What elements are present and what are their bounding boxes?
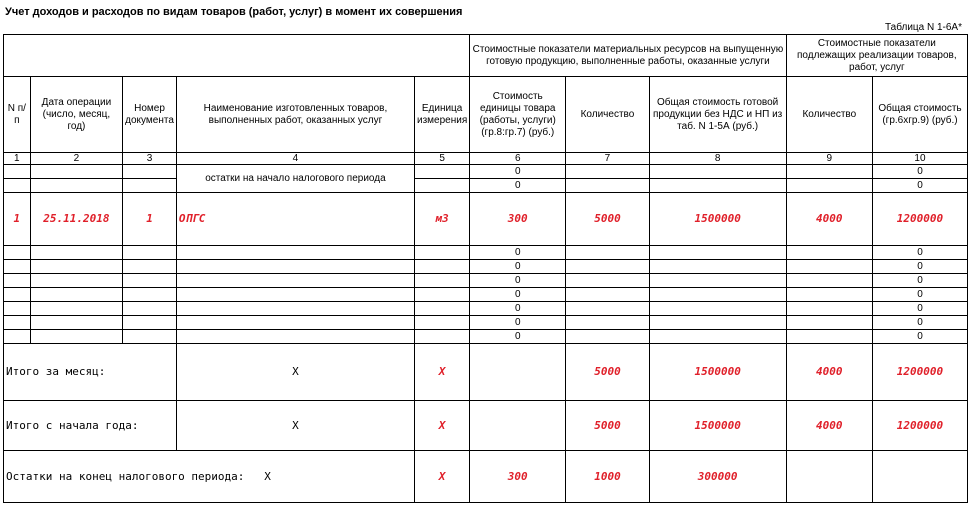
closing-total: 300000 bbox=[649, 451, 786, 503]
cell-value: 0 bbox=[470, 274, 566, 288]
cell-value: 0 bbox=[470, 179, 566, 193]
col-header-6: Стоимость единицы товара (работы, услуги) (гр.8:гр.7) (руб.) bbox=[470, 77, 566, 153]
col-header-10: Общая стоимость (гр.6хгр.9) (руб.) bbox=[872, 77, 967, 153]
year-total-total: 1500000 bbox=[649, 401, 786, 451]
closing-unit-price: 300 bbox=[470, 451, 566, 503]
col-number: 10 bbox=[872, 153, 967, 165]
cell-value: 0 bbox=[872, 274, 967, 288]
col-number: 9 bbox=[786, 153, 872, 165]
entry-sale-quantity: 4000 bbox=[786, 193, 872, 246]
cell-value: 0 bbox=[872, 260, 967, 274]
closing-label-text: Остатки на конец налогового периода: bbox=[6, 469, 245, 483]
entry-number: 1 bbox=[4, 193, 31, 246]
cell-value: 0 bbox=[872, 330, 967, 344]
cell-value: 0 bbox=[470, 288, 566, 302]
month-total-label: Итого за месяц: bbox=[4, 344, 177, 401]
table-row bbox=[4, 179, 968, 193]
year-total-label: Итого с начала года: bbox=[4, 401, 177, 451]
cell-value: 0 bbox=[470, 260, 566, 274]
month-total-sale-quantity: 4000 bbox=[786, 344, 872, 401]
entry-row bbox=[4, 193, 968, 246]
cell-value: 0 bbox=[470, 316, 566, 330]
table-row bbox=[4, 274, 968, 288]
group-header-sales: Стоимостные показатели подлежащих реализации товаров, работ, услуг bbox=[786, 35, 967, 77]
col-header-9: Количество bbox=[786, 77, 872, 153]
year-total-sale-total: 1200000 bbox=[872, 401, 967, 451]
cell-value: 0 bbox=[470, 302, 566, 316]
closing-balance-row bbox=[4, 451, 968, 503]
month-total-unit: Х bbox=[414, 344, 469, 401]
col-number: 8 bbox=[649, 153, 786, 165]
cell-value: 0 bbox=[872, 246, 967, 260]
month-total-quantity: 5000 bbox=[566, 344, 649, 401]
entry-date: 25.11.2018 bbox=[30, 193, 122, 246]
table-number-note: Таблица N 1-6А* bbox=[884, 22, 962, 33]
table-row bbox=[4, 260, 968, 274]
table-row bbox=[4, 330, 968, 344]
col-number: 6 bbox=[470, 153, 566, 165]
col-header-8: Общая стоимость готовой продукции без НДС и НП из таб. N 1-5А (руб.) bbox=[649, 77, 786, 153]
col-header-5: Единица измерения bbox=[414, 77, 469, 153]
group-header-material: Стоимостные показатели материальных ресурсов на выпущенную готовую продукцию, выполненные работы, оказанные услуги bbox=[470, 35, 786, 77]
col-number: 1 bbox=[4, 153, 31, 165]
month-total-x: Х bbox=[176, 344, 414, 401]
table-row bbox=[4, 288, 968, 302]
cell-value: 0 bbox=[470, 246, 566, 260]
entry-unit-price: 300 bbox=[470, 193, 566, 246]
document-title: Учет доходов и расходов по видам товаров (работ, услуг) в момент их совершения bbox=[5, 6, 463, 18]
cell-value: 0 bbox=[872, 165, 967, 179]
cell-value: 0 bbox=[470, 165, 566, 179]
year-total-quantity: 5000 bbox=[566, 401, 649, 451]
closing-balance-label bbox=[4, 451, 415, 503]
entry-name: ОПГС bbox=[176, 193, 414, 246]
month-total-total: 1500000 bbox=[649, 344, 786, 401]
col-header-2: Дата операции (число, месяц, год) bbox=[30, 77, 122, 153]
cell-value: 0 bbox=[872, 316, 967, 330]
year-total-unit: Х bbox=[414, 401, 469, 451]
entry-doc-number: 1 bbox=[123, 193, 177, 246]
col-header-7: Количество bbox=[566, 77, 649, 153]
entry-total: 1500000 bbox=[649, 193, 786, 246]
closing-quantity: 1000 bbox=[566, 451, 649, 503]
table-row bbox=[4, 165, 968, 179]
table-row bbox=[4, 302, 968, 316]
col-number: 5 bbox=[414, 153, 469, 165]
col-number: 3 bbox=[123, 153, 177, 165]
col-number: 7 bbox=[566, 153, 649, 165]
year-total-sale-quantity: 4000 bbox=[786, 401, 872, 451]
month-total-row bbox=[4, 344, 968, 401]
entry-sale-total: 1200000 bbox=[872, 193, 967, 246]
cell-value: 0 bbox=[872, 288, 967, 302]
table-row bbox=[4, 246, 968, 260]
opening-balance-label: остатки на начало налогового периода bbox=[176, 165, 414, 193]
entry-unit: м3 bbox=[414, 193, 469, 246]
income-expense-table bbox=[3, 34, 968, 503]
closing-unit: Х bbox=[414, 451, 469, 503]
entry-quantity: 5000 bbox=[566, 193, 649, 246]
closing-x: Х bbox=[264, 469, 271, 483]
cell-value: 0 bbox=[872, 302, 967, 316]
col-number: 2 bbox=[30, 153, 122, 165]
col-number: 4 bbox=[176, 153, 414, 165]
cell-value: 0 bbox=[872, 179, 967, 193]
col-header-4: Наименование изготовленных товаров, выполненных работ, оказанных услуг bbox=[176, 77, 414, 153]
cell-value: 0 bbox=[470, 330, 566, 344]
month-total-sale-total: 1200000 bbox=[872, 344, 967, 401]
year-total-x: Х bbox=[176, 401, 414, 451]
col-header-3: Номер документа bbox=[123, 77, 177, 153]
year-total-row bbox=[4, 401, 968, 451]
col-header-1: N п/п bbox=[4, 77, 31, 153]
table-row bbox=[4, 316, 968, 330]
header-blank bbox=[4, 35, 470, 77]
